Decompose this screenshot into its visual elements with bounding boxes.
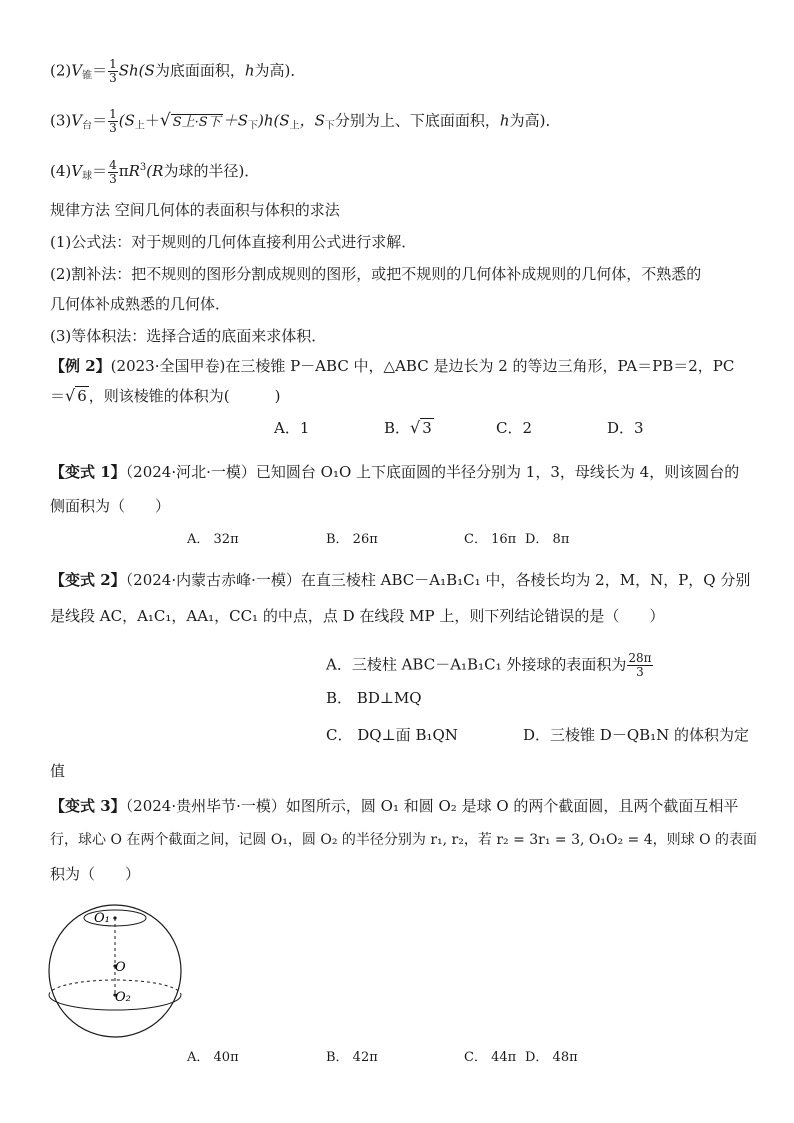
fraction-one-third xyxy=(108,108,118,135)
variant3-line1 xyxy=(50,796,738,816)
volume-symbol: V xyxy=(71,162,83,180)
option-a[interactable]: A．1 xyxy=(274,419,310,437)
volume-subscript: 球 xyxy=(82,171,93,182)
method-item-1: (1)公式法：对于规则的几何体直接利用公式进行求解． xyxy=(50,233,417,251)
subscript-up: 上 xyxy=(289,120,300,132)
label-o1: O₁ xyxy=(94,911,110,926)
option-a[interactable]: A． 32π xyxy=(187,532,239,547)
fraction-numerator: 4 xyxy=(109,157,117,172)
fraction-numerator: 1 xyxy=(109,57,117,71)
option-label: B． xyxy=(384,419,411,437)
label-o: O xyxy=(115,960,126,975)
sphere-figure xyxy=(46,900,186,1042)
method-title: 规律方法 空间几何体的表面积与体积的求法 xyxy=(50,201,340,219)
option-a[interactable]: A． 40π xyxy=(187,1050,239,1065)
formula-part: ＋S xyxy=(222,111,248,130)
method-item-3: (3)等体积法：选择合适的底面来求体积． xyxy=(50,327,327,345)
fraction-denominator: 3 xyxy=(109,171,117,186)
option-c[interactable]: C． DQ⊥面 B₁QN xyxy=(326,726,458,744)
var-s: S xyxy=(144,61,155,80)
fraction-four-thirds xyxy=(108,159,118,186)
formula-note2: 为高)． xyxy=(509,111,561,130)
option-b[interactable] xyxy=(384,418,434,438)
variant2-line2: 是线段 AC，A₁C₁，AA₁，CC₁ 的中点，点 D 在线段 MP 上，则下列结论错误的是（ ） xyxy=(50,607,665,625)
formula-number: (2) xyxy=(50,61,72,80)
variant3-line2: 行，球心 O 在两个截面之间，记圆 O₁，圆 O₂ 的半径分别为 r₁, r₂，若 r₂ = 3r₁ = 3, O₁O₂ = 4，则球 O 的表面 xyxy=(50,832,757,848)
example-text: (2023·全国甲卷)在三棱锥 P－ABC 中，△ABC 是边长为 2 的等边三角形，PA＝PB＝2，PC xyxy=(110,357,735,375)
sqrt-icon: √ xyxy=(410,418,421,437)
formula-number: (4) xyxy=(50,162,72,180)
example-text: ，则该棱锥的体积为( ) xyxy=(88,387,281,405)
option-c[interactable]: C．2 xyxy=(496,419,533,437)
formula-note2: 为高)． xyxy=(254,61,306,80)
formula-cone-volume xyxy=(50,58,305,87)
volume-subscript: 台 xyxy=(82,120,93,132)
example2-line1 xyxy=(50,356,734,376)
variant3-line3: 积为（ ） xyxy=(50,865,141,883)
plus-sign: ＋ xyxy=(144,111,160,130)
volume-symbol: V xyxy=(71,61,83,80)
equals-sign: ＝ xyxy=(92,111,108,130)
var-h: h xyxy=(499,111,510,130)
option-d[interactable]: D．三棱锥 D－QB₁N 的体积为定 xyxy=(523,726,750,744)
example2-line2 xyxy=(50,386,280,406)
variant-text: （2024·河北·一模）已知圆台 O₁O 上下底面圆的半径分别为 1，3，母线长为 4，则该圆台的 xyxy=(125,463,740,481)
sqrt-content: 6 xyxy=(77,387,87,405)
option-d[interactable]: D． 48π xyxy=(525,1050,578,1065)
center-o1 xyxy=(113,916,116,919)
volume-symbol: V xyxy=(71,111,83,130)
var-r: R xyxy=(128,162,140,180)
formula-note2: 为球的半径)． xyxy=(163,162,260,180)
formula-frustum-volume xyxy=(50,108,560,137)
fraction-denominator: 3 xyxy=(109,71,117,85)
pi-symbol: π xyxy=(118,162,129,180)
subscript-down: 下 xyxy=(247,120,258,132)
variant-tag: 【变式 1】 xyxy=(50,463,126,481)
example-text: ＝ xyxy=(50,387,66,405)
fraction-numerator: 1 xyxy=(109,107,117,121)
fraction-denominator: 3 xyxy=(636,665,644,679)
variant2-line1 xyxy=(50,570,750,590)
variant-text: （2024·贵州毕节·一模）如图所示，圆 O₁ 和圆 O₂ 是球 O 的两个截面圆，且两个截面互相平 xyxy=(125,797,739,815)
formula-part: ，S xyxy=(299,111,325,130)
variant-text: （2024·内蒙古赤峰·一模）在直三棱柱 ABC－A₁B₁C₁ 中，各棱长均为 2，M，N，P，Q 分别 xyxy=(125,571,751,589)
subscript-down: 下 xyxy=(324,120,335,132)
option-d-continuation: 值 xyxy=(50,762,66,780)
formula-note: 分别为上、下底面面积， xyxy=(334,111,500,130)
sqrt-icon: √ xyxy=(65,386,76,405)
formula-number: (3) xyxy=(50,111,72,130)
formula-part: (S xyxy=(118,111,135,130)
option-a[interactable] xyxy=(326,652,654,679)
method-item-2a: (2)割补法：把不规则的图形分割成规则的图形，或把不规则的几何体补成规则的几何体，不熟悉的 xyxy=(50,265,702,283)
method-item-2b: 几何体补成熟悉的几何体． xyxy=(50,295,231,313)
option-d[interactable]: D．3 xyxy=(607,419,644,437)
equals-sign: ＝ xyxy=(92,61,108,80)
sqrt-content: 3 xyxy=(422,419,432,437)
volume-subscript: 锥 xyxy=(82,70,93,82)
equals-sign: ＝ xyxy=(92,162,108,180)
option-b[interactable]: B． 26π xyxy=(326,532,378,547)
label-o2: O₂ xyxy=(115,990,131,1005)
fraction-numerator: 28π xyxy=(628,651,652,665)
var-h: h xyxy=(244,61,255,80)
fraction-denominator: 3 xyxy=(109,121,117,135)
variant-tag: 【变式 2】 xyxy=(50,571,126,589)
formula-body: Sh( xyxy=(118,61,145,80)
sqrt-icon: √ xyxy=(159,110,171,131)
sqrt-content: S上·S下 xyxy=(172,114,221,130)
option-c[interactable]: C． 44π xyxy=(464,1050,517,1065)
subscript-up: 上 xyxy=(134,120,145,132)
option-b[interactable]: B． BD⊥MQ xyxy=(326,689,422,707)
variant1-line2: 侧面积为（ ） xyxy=(50,497,171,515)
formula-note: 为底面面积， xyxy=(154,61,245,80)
exponent: 3 xyxy=(139,162,147,173)
fraction xyxy=(627,652,652,679)
variant1-line1 xyxy=(50,462,739,482)
option-c[interactable]: C． 16π xyxy=(464,532,517,547)
formula-sphere-volume xyxy=(50,158,259,187)
option-b[interactable]: B． 42π xyxy=(326,1050,378,1065)
example-tag: 【例 2】 xyxy=(50,357,111,375)
fraction-one-third xyxy=(108,58,118,85)
formula-part: )h(S xyxy=(257,111,290,130)
option-label: A．三棱柱 ABC－A₁B₁C₁ 外接球的表面积为 xyxy=(326,655,627,674)
option-d[interactable]: D． 8π xyxy=(525,532,570,547)
formula-part: (R xyxy=(146,162,164,180)
variant-tag: 【变式 3】 xyxy=(50,797,126,815)
